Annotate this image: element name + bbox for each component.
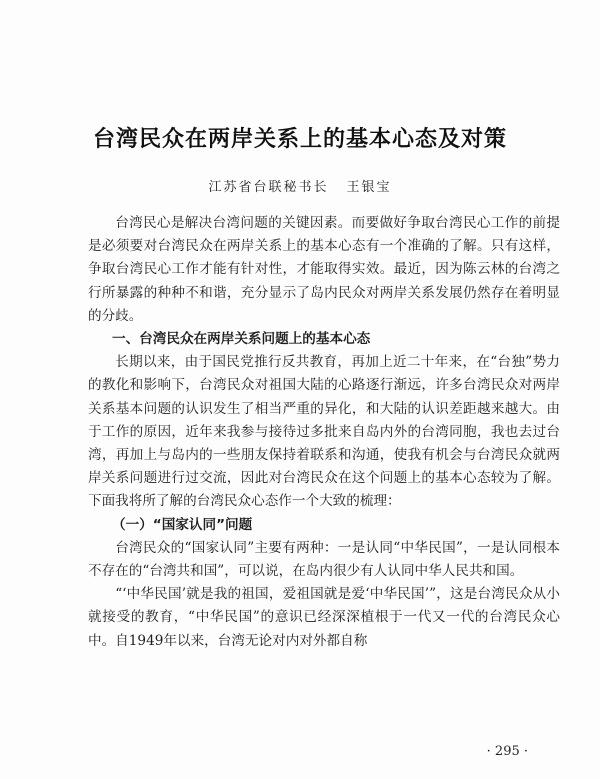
subsection-paragraph-2: “‘中华民国’就是我的祖国，爱祖国就是爱‘中华民国’”，这是台湾民众从小就接受的教育，“中华民国”的意识已经深深植根于一代又一代的台湾民众心中。自1949年以来，台湾无论对内对外都自称 (88, 586, 560, 649)
article-title: 台湾民众在两岸关系上的基本心态及对策 (92, 127, 507, 152)
section-heading: 一、台湾民众在两岸关系问题上的基本心态 (112, 331, 371, 348)
author-name: 王银宝 (346, 180, 392, 195)
subsection-heading: （一）“国家认同”问题 (112, 516, 253, 533)
author-affiliation: 江苏省台联秘书长 (208, 180, 329, 195)
page-number: · 295 · (486, 744, 528, 759)
article-body (88, 212, 560, 653)
section-paragraph: 长期以来，由于国民党推行反共教育，再加上近二十年来，在“台独”势力的教化和影响下，台湾民众对祖国大陆的心路逐行渐远，许多台湾民众对两岸关系基本问题的认识发生了相当严重的异化，和大陆的认识差距越来越大。由于工作的原因，近年来我参与接待过多批来自岛内外的台湾同胞，我也去过台湾，再加上与岛内的一些朋友保持着联系和沟通，使我有机会与台湾民众就两岸关系问题进行过交流，因此对台湾民众在这个问题上的基本心态较为了解。下面我将所了解的台湾民众心态作一个大致的梳理： (88, 354, 560, 510)
intro-paragraph: 台湾民心是解决台湾问题的关键因素。而要做好争取台湾民心工作的前提是必须要对台湾民众在两岸关系上的基本心态有一个准确的了解。只有这样，争取台湾民心工作才能有针对性，才能取得实效。最近，因为陈云林的台湾之行所暴露的种种不和谐，充分显示了岛内民众对两岸关系发展仍然存在着明显的分歧。 (88, 215, 560, 324)
author-line (0, 176, 600, 195)
subsection-paragraph-1: 台湾民众的“国家认同”主要有两种：一是认同“中华民国”，一是认同根本不存在的“台湾共和国”，可以说，在岛内很少有人认同中华人民共和国。 (88, 539, 560, 580)
